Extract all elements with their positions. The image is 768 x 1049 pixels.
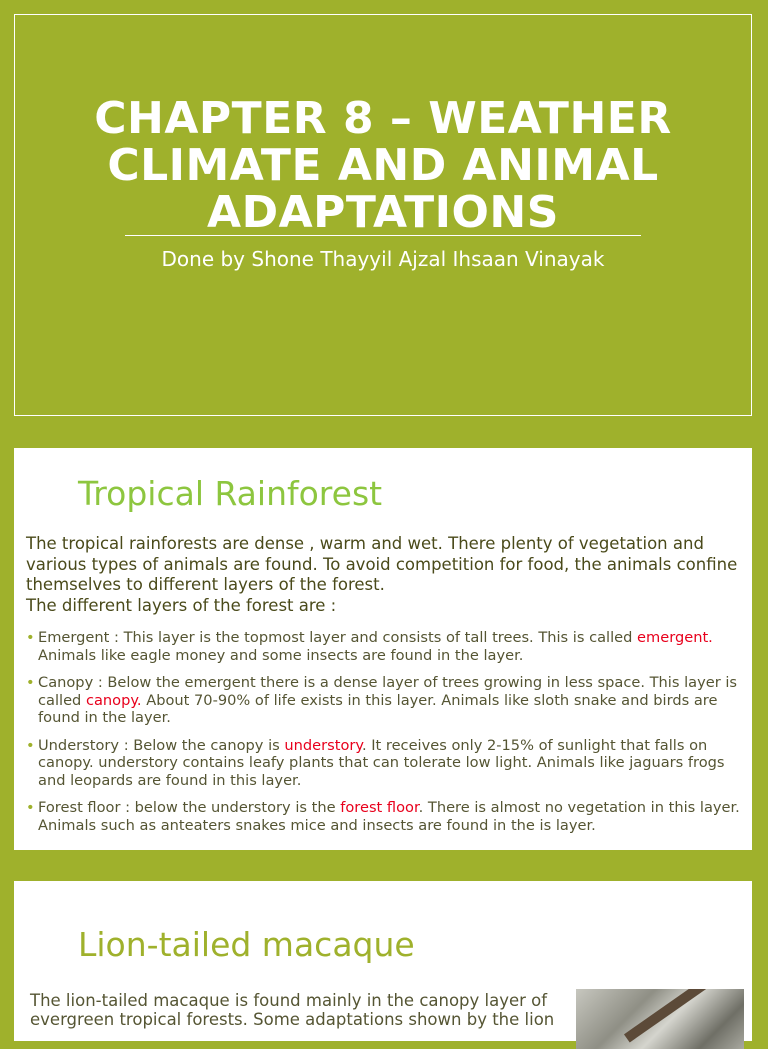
- list-item-canopy: • Canopy : Below the emergent there is a dense layer of trees growing in less space. This layer is called canopy. About 70-90% of life exists in this layer. Animals like sloth snake and birds are found in the layer.: [26, 674, 738, 726]
- macaque-photo: [576, 989, 744, 1049]
- list-item-understory: • Understory : Below the canopy is understory. It receives only 2-15% of sunlight that falls on canopy. understory contains leafy plants that can tolerate low light. Animals like jaguars frogs and leopards are found in this layer.: [26, 736, 725, 789]
- macaque-body: The lion-tailed macaque is found mainly in the canopy layer of evergreen tropical forests. Some adaptations shown by the lion: [30, 991, 555, 1029]
- intro-paragraph: The tropical rainforests are dense , warm and wet. There plenty of vegetation and various types of animals are found. To avoid competition for food, the animals confine themselves to different layers of the forest.: [26, 534, 738, 594]
- rainforest-intro: [26, 534, 742, 616]
- rainforest-heading: Tropical Rainforest: [78, 474, 383, 513]
- list-item-emergent: • Emergent : This layer is the topmost layer and consists of tall trees. This is called emergent. Animals like eagle money and some insects are found in the layer.: [26, 629, 713, 664]
- highlight-term: canopy.: [85, 691, 142, 709]
- title-line-2: CLIMATE AND ANIMAL: [107, 140, 659, 191]
- title-divider: [125, 235, 641, 236]
- list-item-forest-floor: • Forest floor : below the understory is the forest floor. There is almost no vegetation in this layer. Animals such as anteaters snakes mice and insects are found in the is layer.: [26, 799, 740, 834]
- bullet-icon: •: [26, 674, 35, 691]
- macaque-slide: [14, 881, 752, 1041]
- layers-intro: The different layers of the forest are :: [26, 595, 337, 615]
- title-line-3: ADAPTATIONS: [207, 187, 559, 238]
- highlight-term: forest floor: [340, 799, 419, 816]
- macaque-heading: Lion-tailed macaque: [78, 925, 415, 964]
- rainforest-slide: [14, 448, 752, 850]
- bullet-icon: •: [26, 799, 35, 816]
- highlight-term: understory: [284, 736, 362, 754]
- title-line-1: CHAPTER 8 – WEATHER: [94, 93, 672, 144]
- highlight-term: emergent.: [637, 629, 713, 646]
- presentation-title: [15, 95, 751, 236]
- forest-layers-list: [26, 629, 746, 844]
- title-slide: [14, 14, 752, 416]
- bullet-icon: •: [26, 736, 35, 754]
- branch-shape: [624, 989, 728, 1043]
- bullet-icon: •: [26, 629, 35, 646]
- presentation-subtitle: Done by Shone Thayyil Ajzal Ihsaan Vinayak: [161, 247, 605, 271]
